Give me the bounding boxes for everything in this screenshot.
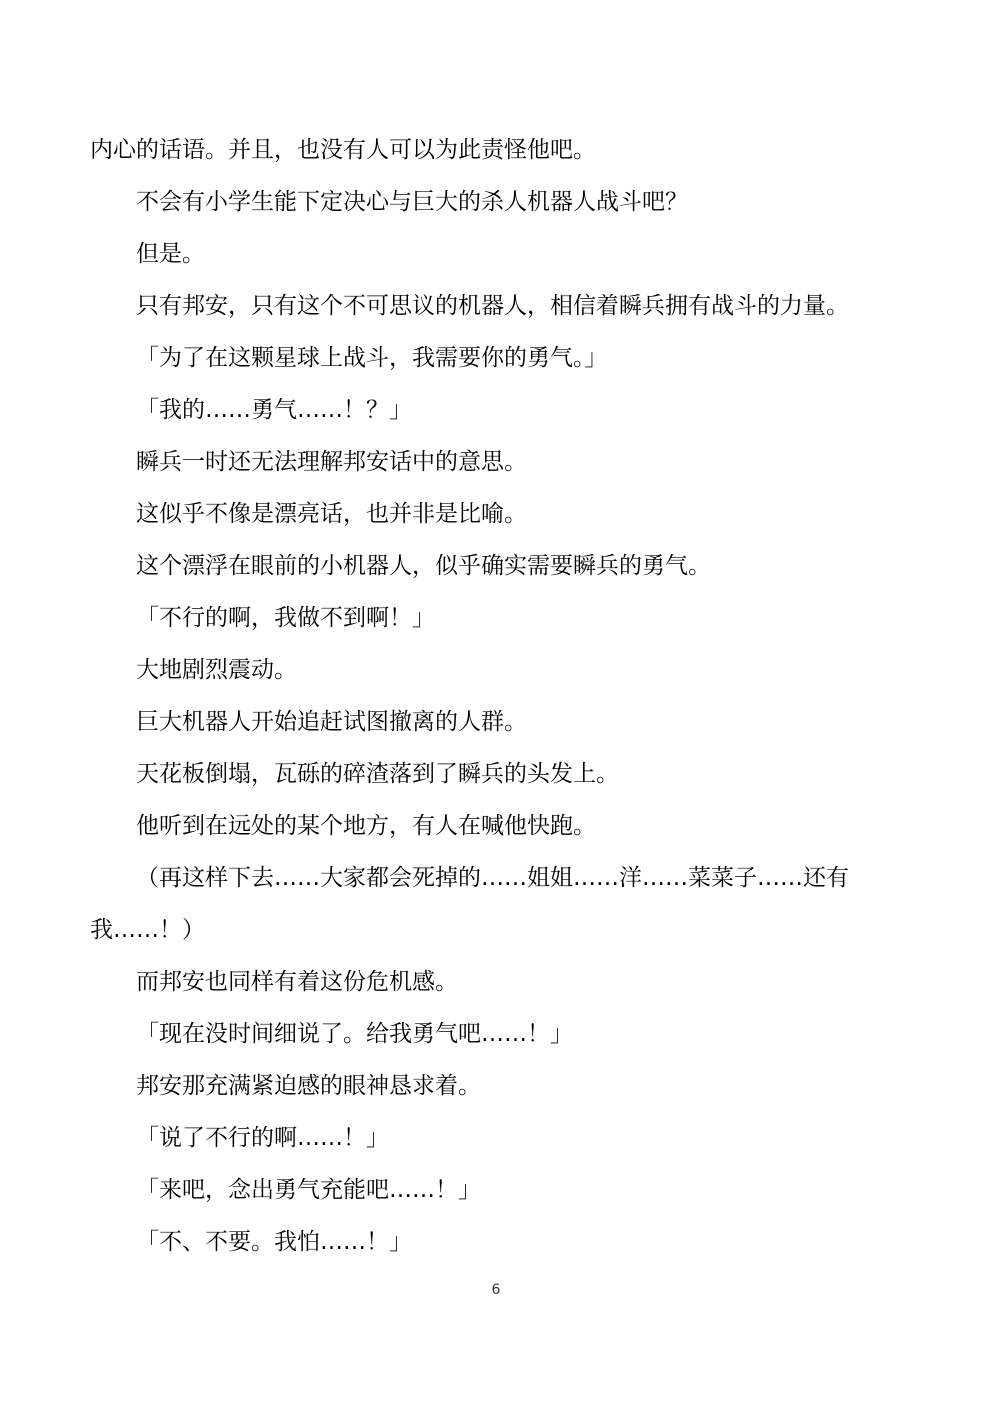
paragraph: 他听到在远处的某个地方，有人在喊他快跑。 [136,813,596,839]
paragraph: 天花板倒塌，瓦砾的碎渣落到了瞬兵的头发上。 [136,761,619,787]
dialogue-paragraph: 「为了在这颗星球上战斗，我需要你的勇气。」 [136,345,608,371]
dialogue-paragraph: 「不、不要。我怕……！」 [136,1229,412,1255]
dialogue-paragraph: 「来吧，念出勇气充能吧……！」 [136,1177,481,1203]
paragraph-continuation: 内心的话语。并且，也没有人可以为此责怪他吧。 [90,137,596,163]
dialogue-paragraph: 「现在没时间细说了。给我勇气吧……！」 [136,1021,573,1047]
paragraph: 巨大机器人开始追赶试图撤离的人群。 [136,709,527,735]
dialogue-paragraph: 「不行的啊，我做不到啊！」 [136,605,435,631]
paragraph: 不会有小学生能下定决心与巨大的杀人机器人战斗吧？ [136,189,688,215]
dialogue-paragraph: 「说了不行的啊……！」 [136,1125,389,1151]
paragraph: 邦安那充满紧迫感的眼神恳求着。 [136,1073,481,1099]
paragraph: 而邦安也同样有着这份危机感。 [136,969,458,995]
paragraph: 这个漂浮在眼前的小机器人，似乎确实需要瞬兵的勇气。 [136,553,711,579]
paragraph: 但是。 [136,241,205,267]
paragraph: 这似乎不像是漂亮话，也并非是比喻。 [136,501,527,527]
paragraph: 只有邦安，只有这个不可思议的机器人，相信着瞬兵拥有战斗的力量。 [136,293,849,319]
text-body [90,124,905,1268]
dialogue-paragraph: 「我的……勇气……！？」 [136,397,412,423]
paragraph: 大地剧烈震动。 [136,657,297,683]
page-number: 6 [491,1282,501,1298]
inner-thought-paragraph: （再这样下去……大家都会死掉的……姐姐……洋……菜菜子……还有我……！） [90,865,849,943]
paragraph: 瞬兵一时还无法理解邦安话中的意思。 [136,449,527,475]
